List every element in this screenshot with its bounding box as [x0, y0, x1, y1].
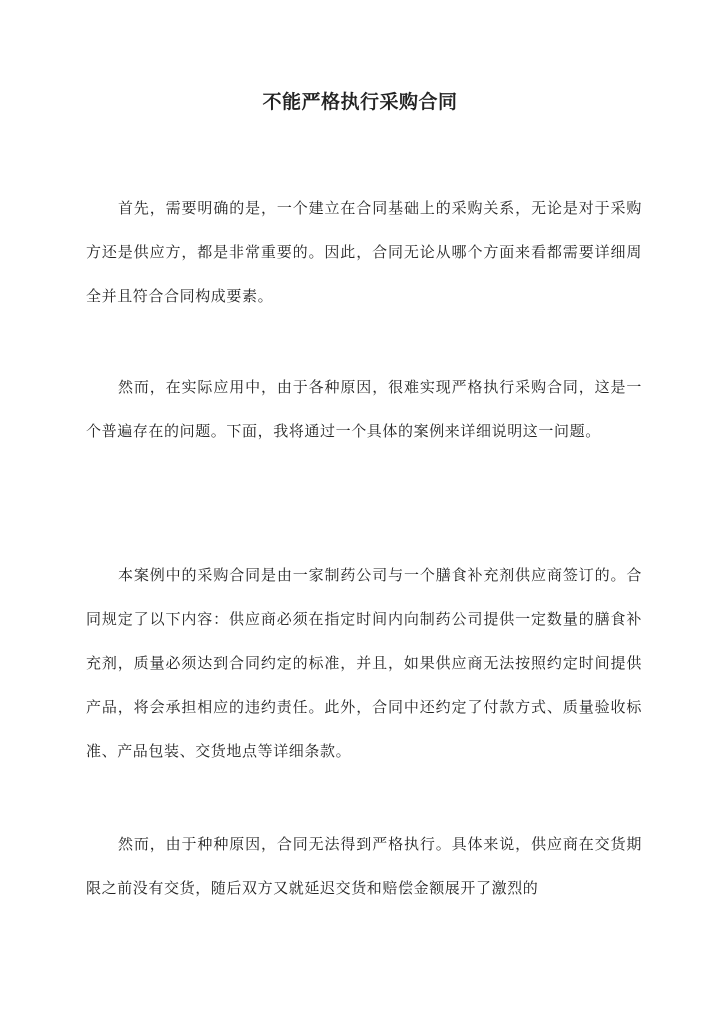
paragraph-2: 然而，在实际应用中，由于各种原因，很难实现严格执行采购合同，这是一个普遍存在的问题。下面，我将通过一个具体的案例来详细说明这一问题。 — [86, 378, 642, 440]
paragraph-3: 本案例中的采购合同是由一家制药公司与一个膳食补充剂供应商签订的。合同规定了以下内容：供应商必须在指定时间内向制药公司提供一定数量的膳食补充剂，质量必须达到合同约定的标准，并且，如果供应商无法按照约定时间提供产品，将会承担相应的违约责任。此外，合同中还约定了付款方式、质量验收标准、产品包装、交货地点等详细条款。 — [86, 566, 642, 760]
paragraph-1: 首先，需要明确的是，一个建立在合同基础上的采购关系，无论是对于采购方还是供应方，都是非常重要的。因此，合同无论从哪个方面来看都需要详细周全并且符合合同构成要素。 — [86, 199, 642, 305]
paragraph-4: 然而，由于种种原因，合同无法得到严格执行。具体来说，供应商在交货期限之前没有交货，随后双方又就延迟交货和赔偿金额展开了激烈的 — [86, 835, 642, 897]
document-title: 不能严格执行采购合同 — [262, 91, 458, 113]
